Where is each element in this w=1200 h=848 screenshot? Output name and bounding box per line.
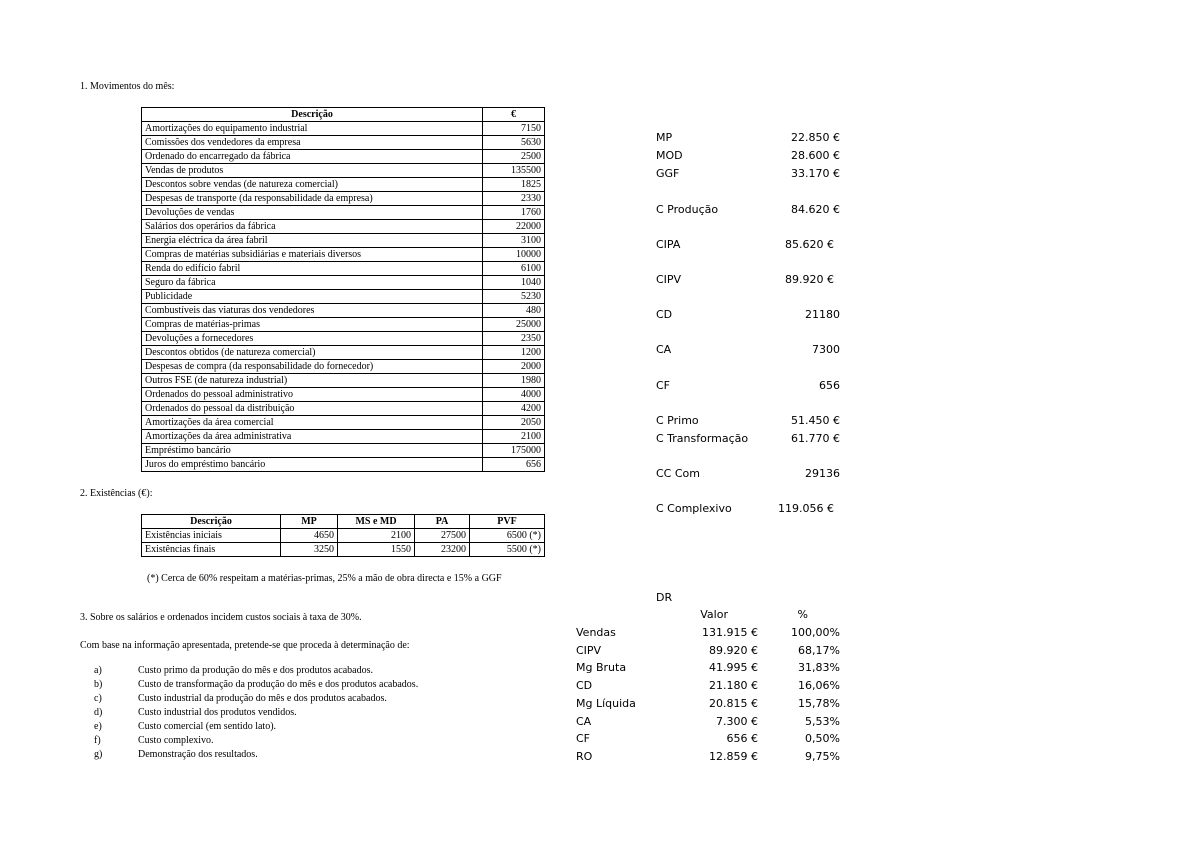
- stocks-note: (*) Cerca de 60% respeitam a matérias-primas, 25% a mão de obra directa e 15% a GGF: [147, 573, 502, 584]
- dr-label: CA: [576, 714, 592, 728]
- table-row: [142, 164, 545, 178]
- summary-label: CIPV: [656, 273, 682, 286]
- dr-value: 7.300 €: [716, 714, 758, 728]
- dr-label: CD: [576, 679, 593, 693]
- dr-row: [576, 730, 840, 747]
- summary-row: [656, 501, 840, 517]
- row-amount: 2000: [483, 360, 545, 374]
- row-description: Descontos obtidos (de natureza comercial): [142, 346, 483, 360]
- stocks-table: [141, 514, 545, 557]
- table-row: [142, 346, 545, 360]
- row-amount: 2100: [483, 430, 545, 444]
- row-amount: 25000: [483, 318, 545, 332]
- dr-header-row: [576, 606, 840, 623]
- row-description: Renda do edifício fabril: [142, 262, 483, 276]
- dr-pct: 15,78%: [798, 696, 840, 710]
- row-amount: 2500: [483, 150, 545, 164]
- dr-value: 41.995 €: [709, 661, 758, 675]
- list-item: [80, 706, 418, 720]
- row-description: Existências finais: [142, 543, 281, 557]
- summary-row: [656, 307, 840, 323]
- row-description: Existências iniciais: [142, 529, 281, 543]
- row-ms-md: 2100: [338, 529, 415, 543]
- row-description: Amortizações do equipamento industrial: [142, 122, 483, 136]
- summary-row: [656, 413, 840, 429]
- task-letter: e): [94, 721, 102, 732]
- dr-value: 20.815 €: [709, 696, 758, 710]
- task-text: Custo complexivo.: [138, 735, 214, 746]
- row-amount: 1760: [483, 206, 545, 220]
- row-amount: 10000: [483, 248, 545, 262]
- dr-row: [576, 659, 840, 676]
- summary-value: 119.056 €: [778, 502, 834, 515]
- row-description: Despesas de transporte (da responsabilidade da empresa): [142, 192, 483, 206]
- summary-value: 85.620 €: [785, 238, 834, 251]
- summary-row: [656, 166, 840, 182]
- summary-label: CA: [656, 343, 672, 356]
- dr-label: RO: [576, 749, 593, 763]
- summary-value: 33.170 €: [791, 167, 840, 180]
- dr-value: 21.180 €: [709, 679, 758, 693]
- table-row: [142, 248, 545, 262]
- table-row: [142, 444, 545, 458]
- dr-value: 656 €: [726, 732, 758, 746]
- row-description: Energia eléctrica da área fabril: [142, 234, 483, 248]
- row-amount: 7150: [483, 122, 545, 136]
- table-row: [142, 178, 545, 192]
- task-text: Custo de transformação da produção do mês e dos produtos acabados.: [138, 679, 419, 690]
- task-text: Custo industrial dos produtos vendidos.: [138, 707, 297, 718]
- summary-label: MOD: [656, 149, 683, 162]
- movements-table-header: [142, 108, 545, 122]
- stocks-table-header: [142, 515, 545, 529]
- row-description: Juros do empréstimo bancário: [142, 458, 483, 472]
- table-row: [142, 290, 545, 304]
- row-amount: 2330: [483, 192, 545, 206]
- summary-row: [656, 431, 840, 447]
- dr-label: CIPV: [576, 643, 602, 657]
- summary-row: [656, 130, 840, 146]
- summary-value: 21180: [805, 308, 840, 321]
- table-row: [142, 388, 545, 402]
- row-amount: 5230: [483, 290, 545, 304]
- dr-pct: 0,50%: [805, 732, 840, 746]
- table-row: [142, 529, 545, 543]
- row-pvf: 6500 (*): [470, 529, 545, 543]
- summary-value: 84.620 €: [791, 203, 840, 216]
- row-description: Comissões dos vendedores da empresa: [142, 136, 483, 150]
- row-description: Compras de matérias-primas: [142, 318, 483, 332]
- table-row: [142, 402, 545, 416]
- task-text: Custo primo da produção do mês e dos produtos acabados.: [138, 665, 373, 676]
- table-row: [142, 374, 545, 388]
- row-description: Empréstimo bancário: [142, 444, 483, 458]
- row-pa: 23200: [415, 543, 470, 557]
- dr-pct: 68,17%: [798, 643, 840, 657]
- row-amount: 4200: [483, 402, 545, 416]
- row-amount: 1825: [483, 178, 545, 192]
- summary-label: CF: [656, 379, 671, 392]
- summary-value: 28.600 €: [791, 149, 840, 162]
- list-item: [80, 692, 418, 706]
- table-row: [142, 234, 545, 248]
- col-header-description: Descrição: [142, 108, 483, 122]
- summary-label: GGF: [656, 167, 680, 180]
- row-amount: 2350: [483, 332, 545, 346]
- summary-row: [656, 202, 840, 218]
- section1-title: 1. Movimentos do mês:: [80, 81, 175, 92]
- row-description: Amortizações da área administrativa: [142, 430, 483, 444]
- dr-label: Mg Bruta: [576, 661, 627, 675]
- table-row: [142, 458, 545, 472]
- task-text: Custo industrial da produção do mês e dos produtos acabados.: [138, 693, 387, 704]
- section2-title: 2. Existências (€):: [80, 488, 153, 499]
- list-item: [80, 734, 418, 748]
- row-description: Salários dos operários da fábrica: [142, 220, 483, 234]
- row-amount: 1040: [483, 276, 545, 290]
- summary-value: 89.920 €: [785, 273, 834, 286]
- row-description: Amortizações da área comercial: [142, 416, 483, 430]
- table-row: [142, 360, 545, 374]
- row-amount: 22000: [483, 220, 545, 234]
- table-row: [142, 220, 545, 234]
- col-header-ms-md: MS e MD: [338, 515, 415, 529]
- col-header-euro: €: [483, 108, 545, 122]
- row-description: Devoluções a fornecedores: [142, 332, 483, 346]
- task-letter: d): [94, 707, 103, 718]
- row-amount: 4000: [483, 388, 545, 402]
- col-header-pvf: PVF: [470, 515, 545, 529]
- dr-pct: 9,75%: [805, 749, 840, 763]
- table-row: [142, 416, 545, 430]
- row-amount: 480: [483, 304, 545, 318]
- dr-row: [576, 624, 840, 641]
- summary-label: C Transformação: [656, 432, 749, 445]
- table-row: [142, 136, 545, 150]
- list-item: [80, 664, 418, 678]
- task-letter: b): [94, 679, 103, 690]
- row-description: Vendas de produtos: [142, 164, 483, 178]
- table-row: [142, 332, 545, 346]
- task-letter: c): [94, 693, 102, 704]
- row-pvf: 5500 (*): [470, 543, 545, 557]
- row-description: Ordenado do encarregado da fábrica: [142, 150, 483, 164]
- row-description: Seguro da fábrica: [142, 276, 483, 290]
- table-row: [142, 150, 545, 164]
- row-description: Publicidade: [142, 290, 483, 304]
- table-row: [142, 192, 545, 206]
- summary-row: [656, 378, 840, 394]
- task-list: [80, 664, 418, 762]
- list-item: [80, 720, 418, 734]
- summary-label: CC Com: [656, 467, 700, 480]
- row-mp: 3250: [281, 543, 338, 557]
- row-ms-md: 1550: [338, 543, 415, 557]
- row-description: Ordenados do pessoal administrativo: [142, 388, 483, 402]
- table-row: [142, 262, 545, 276]
- col-header-description: Descrição: [142, 515, 281, 529]
- row-amount: 5630: [483, 136, 545, 150]
- dr-row: [576, 695, 840, 712]
- summary-label: C Primo: [656, 414, 699, 427]
- table-row: [142, 122, 545, 136]
- row-amount: 175000: [483, 444, 545, 458]
- row-amount: 135500: [483, 164, 545, 178]
- summary-value: 51.450 €: [791, 414, 840, 427]
- summary-label: CIPA: [656, 238, 681, 251]
- row-description: Descontos sobre vendas (de natureza comercial): [142, 178, 483, 192]
- dr-pct: 100,00%: [791, 626, 840, 639]
- table-row: [142, 276, 545, 290]
- dr-label: CF: [576, 732, 591, 746]
- row-amount: 3100: [483, 234, 545, 248]
- summary-row: [656, 148, 840, 164]
- summary-row: [656, 237, 840, 253]
- task-letter: a): [94, 665, 102, 676]
- summary-row: [656, 272, 840, 288]
- task-text: Custo comercial (em sentido lato).: [138, 721, 277, 732]
- dr-value: 12.859 €: [709, 749, 758, 763]
- summary-label: MP: [656, 131, 673, 144]
- table-row: [142, 304, 545, 318]
- row-description: Outros FSE (de natureza industrial): [142, 374, 483, 388]
- dr-pct: 16,06%: [798, 679, 840, 693]
- dr-value: 89.920 €: [709, 643, 758, 657]
- task-text: Demonstração dos resultados.: [138, 749, 258, 760]
- row-mp: 4650: [281, 529, 338, 543]
- row-description: Devoluções de vendas: [142, 206, 483, 220]
- list-item: [80, 748, 418, 762]
- row-pa: 27500: [415, 529, 470, 543]
- dr-row: [576, 713, 840, 730]
- row-amount: 6100: [483, 262, 545, 276]
- section3-title: 3. Sobre os salários e ordenados incidem custos sociais à taxa de 30%.: [80, 612, 362, 623]
- table-row: [142, 318, 545, 332]
- dr-title: DR: [656, 591, 673, 604]
- list-item: [80, 678, 418, 692]
- summary-value: 29136: [805, 467, 840, 480]
- task-letter: f): [94, 735, 101, 746]
- table-row: [142, 430, 545, 444]
- dr-row: [576, 748, 840, 765]
- summary-row: [656, 342, 840, 358]
- dr-header-pct: %: [797, 608, 808, 621]
- row-description: Ordenados do pessoal da distribuição: [142, 402, 483, 416]
- table-row: [142, 543, 545, 557]
- dr-pct: 5,53%: [805, 714, 840, 728]
- row-amount: 1980: [483, 374, 545, 388]
- summary-row: [656, 466, 840, 482]
- summary-label: CD: [656, 308, 673, 321]
- dr-row: [576, 642, 840, 659]
- row-amount: 1200: [483, 346, 545, 360]
- section3-intro: Com base na informação apresentada, pretende-se que proceda à determinação de:: [80, 640, 410, 651]
- summary-value: 7300: [812, 343, 840, 356]
- row-description: Compras de matérias subsidiárias e materiais diversos: [142, 248, 483, 262]
- row-amount: 2050: [483, 416, 545, 430]
- table-row: [142, 206, 545, 220]
- summary-value: 656: [819, 379, 840, 392]
- dr-label: Mg Líquida: [576, 696, 636, 710]
- col-header-pa: PA: [415, 515, 470, 529]
- task-letter: g): [94, 749, 103, 760]
- summary-value: 61.770 €: [791, 432, 840, 445]
- col-header-mp: MP: [281, 515, 338, 529]
- row-description: Despesas de compra (da responsabilidade do fornecedor): [142, 360, 483, 374]
- dr-pct: 31,83%: [798, 661, 840, 675]
- summary-label: C Complexivo: [656, 502, 732, 515]
- dr-row: [576, 677, 840, 694]
- dr-header-value: Valor: [700, 608, 728, 621]
- summary-label: C Produção: [656, 203, 719, 216]
- row-description: Combustíveis das viaturas dos vendedores: [142, 304, 483, 318]
- summary-value: 22.850 €: [791, 131, 840, 144]
- movements-table: [141, 107, 545, 472]
- dr-label: Vendas: [576, 626, 616, 639]
- dr-value: 131.915 €: [702, 626, 758, 639]
- row-amount: 656: [483, 458, 545, 472]
